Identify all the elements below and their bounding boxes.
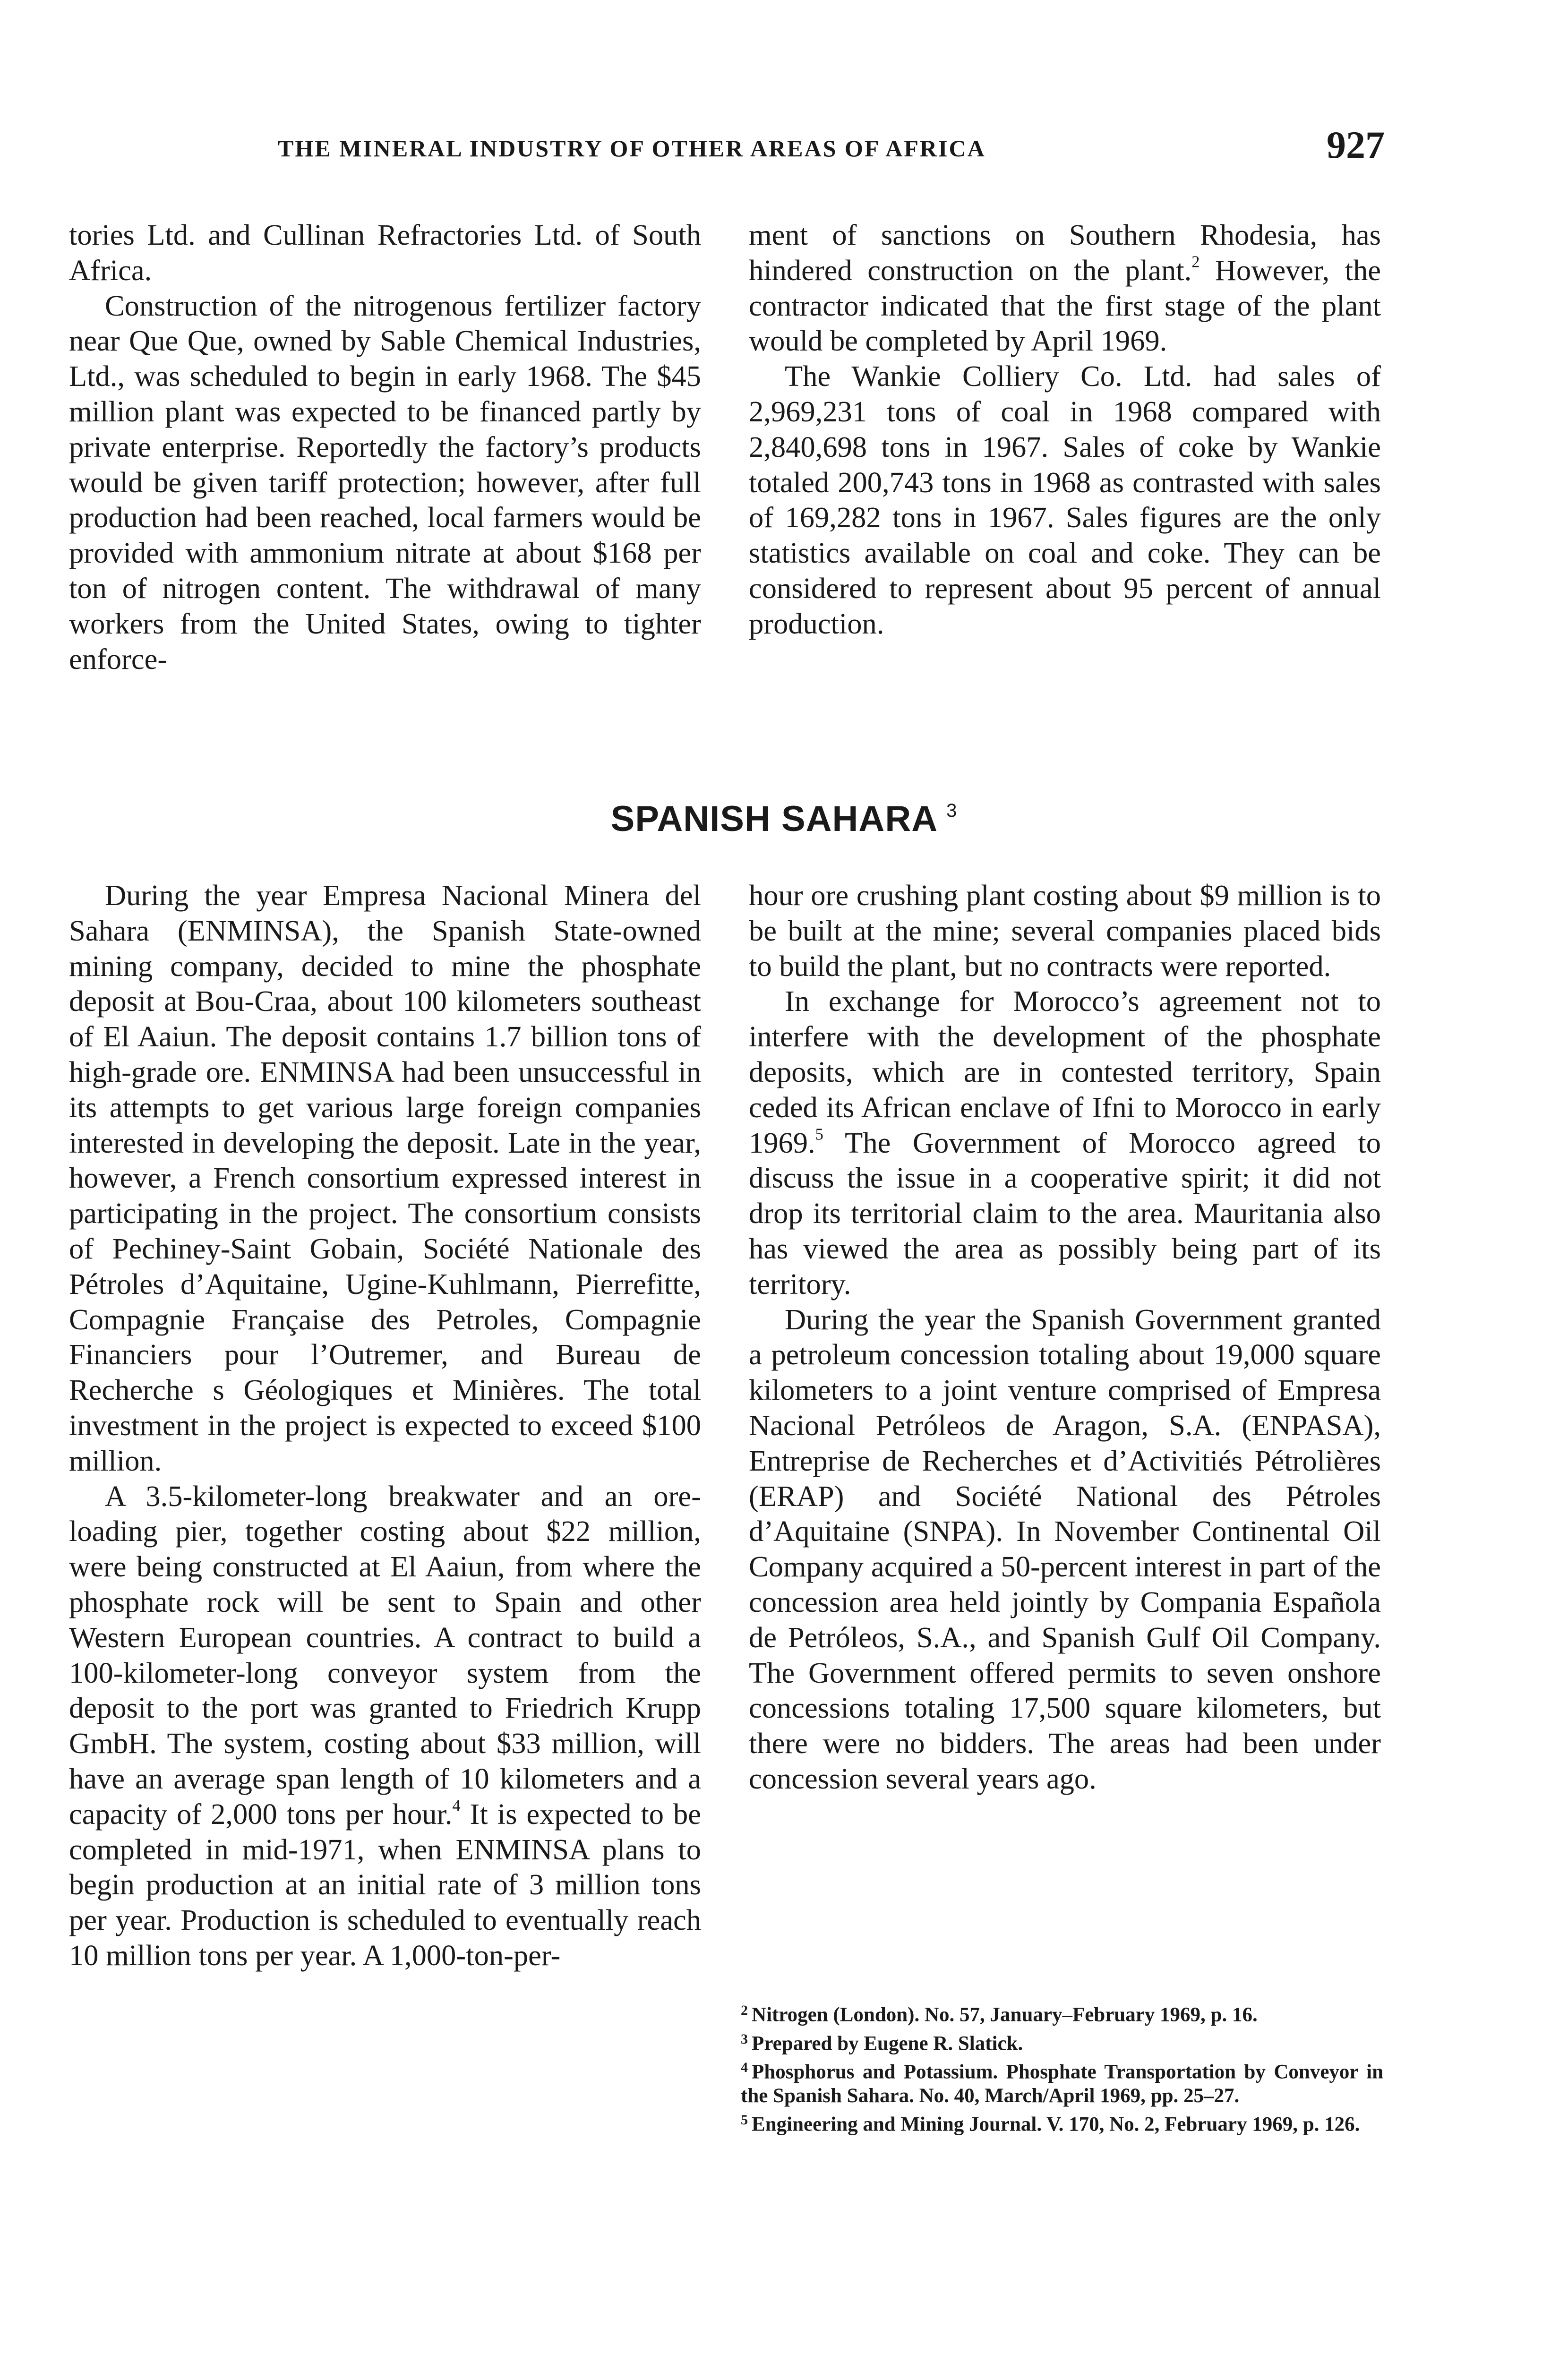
bottom-right-column <box>749 878 1381 1797</box>
paragraph: hour ore crushing plant costing about $9 million is to be built at the mine; several companies placed bids to build the plant, but no contracts were reported. <box>749 879 1381 983</box>
paragraph: tories Ltd. and Cullinan Refractories Ltd. of South Africa. <box>69 218 701 287</box>
footnote-text: Phosphorus and Potassium. Phosphate Transportation by Conveyor in the Spanish Sahara. No. 40, March/April 1969, pp. 25–27. <box>741 2061 1383 2107</box>
footnote-number: 2 <box>741 2002 748 2018</box>
footnote <box>741 2055 1383 2108</box>
footnotes <box>741 1998 1383 2136</box>
footnote <box>741 1998 1383 2027</box>
footnote-text: Nitrogen (London). No. 57, January–February 1969, p. 16. <box>752 2003 1258 2026</box>
bottom-left-column <box>69 878 701 1973</box>
footnote-text: Engineering and Mining Journal. V. 170, No. 2, February 1969, p. 126. <box>752 2113 1360 2136</box>
footnote <box>741 2108 1383 2137</box>
paragraph-text: However, the contractor indicated that the first stage of the plant would be completed by April 1969. <box>749 253 1381 358</box>
paragraph <box>749 984 1381 1301</box>
section-heading <box>0 798 1568 839</box>
paragraph-text: ment of sanctions on Southern Rhodesia, has hindered construction on the plant. <box>749 218 1381 287</box>
paragraph: The Wankie Colliery Co. Ltd. had sales of 2,969,231 tons of coal in 1968 compared with 2,840,698 tons in 1967. Sales of coke by Wankie totaled 200,743 tons in 1968 as contrasted with sales of 169,282 tons in 1967. Sales figures are the only statistics available on coal and coke. They can be considered to represent about 95 percent of annual production. <box>749 359 1381 640</box>
footnote-ref: 2 <box>1191 253 1200 271</box>
paragraph: During the year Empresa Nacional Minera del Sahara (ENMINSA), the Spanish State-owned mining company, decided to mine the phosphate deposit at Bou-Craa, about 100 kilometers southeast of El Aaiun. The deposit contains 1.7 billion tons of high-grade ore. ENMINSA had been unsuccessful in its attempts to get various large foreign companies interested in developing the deposit. Late in the year, however, a French consortium expressed interest in participating in the project. The consortium consists of Pechiney-Saint Gobain, Société Nationale des Pétroles d’Aquitaine, Ugine-Kuhlmann, Pierrefitte, Compagnie Française des Petroles, Compagnie Financiers pour l’Outremer, and Bureau de Recherche s Géologiques et Minières. The total investment in the project is expected to exceed $100 million. <box>69 879 701 1477</box>
paragraph <box>69 1479 701 1973</box>
paragraph-text: It is expected to be completed in mid-1971, when ENMINSA plans to begin production at an initial rate of 3 million tons per year. Production is scheduled to eventually reach 10 million tons per year. A 1,000-ton-per- <box>69 1797 701 1972</box>
paragraph-text: In exchange for Morocco’s agreement not to interfere with the development of the phosphate deposits, which are in contested territory, Spain ceded its African enclave of Ifni to Morocco in early 1969. <box>749 984 1381 1159</box>
footnote <box>741 2027 1383 2056</box>
footnote-number: 4 <box>741 2059 748 2076</box>
footnote-number: 3 <box>741 2030 748 2047</box>
section-title-text: SPANISH SAHARA <box>610 799 938 839</box>
footnote-number: 5 <box>741 2111 748 2128</box>
running-head: THE MINERAL INDUSTRY OF OTHER AREAS OF AFRICA <box>278 135 986 162</box>
footnote-text: Prepared by Eugene R. Slatick. <box>752 2032 1023 2055</box>
paragraph <box>749 217 1381 359</box>
paragraph: Construction of the nitrogenous fertilizer factory near Que Que, owned by Sable Chemical Industries, Ltd., was scheduled to begin in early 1968. The $45 million plant was expected to be financed partly by private enterprise. Reportedly the factory’s products would be given tariff protection; however, after full production had been reached, local farmers would be provided with ammonium nitrate at about $168 per ton of nitrogen content. The withdrawal of many workers from the United States, owing to tighter enforce- <box>69 289 701 676</box>
page-number: 927 <box>1327 123 1385 166</box>
paragraph: During the year the Spanish Government granted a petroleum concession totaling about 19,000 square kilometers to a joint venture comprised of Empresa Nacional Petróleos de Aragon, S.A. (ENPASA), Entreprise de Recherches et d’Activitiés Pétrolières (ERAP) and Société National des Pétroles d’Aquitaine (SNPA). In November Continental Oil Company acquired a 50-percent interest in part of the concession area held jointly by Compania Española de Petróleos, S.A., and Spanish Gulf Oil Company. The Government offered permits to seven onshore concessions totaling 17,500 square kilometers, but there were no bidders. The areas had been under concession several years ago. <box>749 1302 1381 1795</box>
top-right-column <box>749 217 1381 642</box>
footnote-ref: 3 <box>946 800 958 821</box>
paragraph-text: The Government of Morocco agreed to discuss the issue in a cooperative spirit; it did not drop its territorial claim to the area. Mauritania also has viewed the area as possibly being part of its territory. <box>749 1126 1381 1301</box>
footnote-ref: 5 <box>815 1125 823 1144</box>
top-left-column <box>69 217 701 676</box>
footnote-ref: 4 <box>452 1797 461 1815</box>
paragraph-text: A 3.5-kilometer-long breakwater and an ore-loading pier, together costing about $22 million, were being constructed at El Aaiun, from where the phosphate rock will be sent to Spain and other Western European countries. A contract to build a 100-kilometer-long conveyor system from the deposit to the port was granted to Friedrich Krupp GmbH. The system, costing about $33 million, will have an average span length of 10 kilometers and a capacity of 2,000 tons per hour. <box>69 1479 701 1831</box>
